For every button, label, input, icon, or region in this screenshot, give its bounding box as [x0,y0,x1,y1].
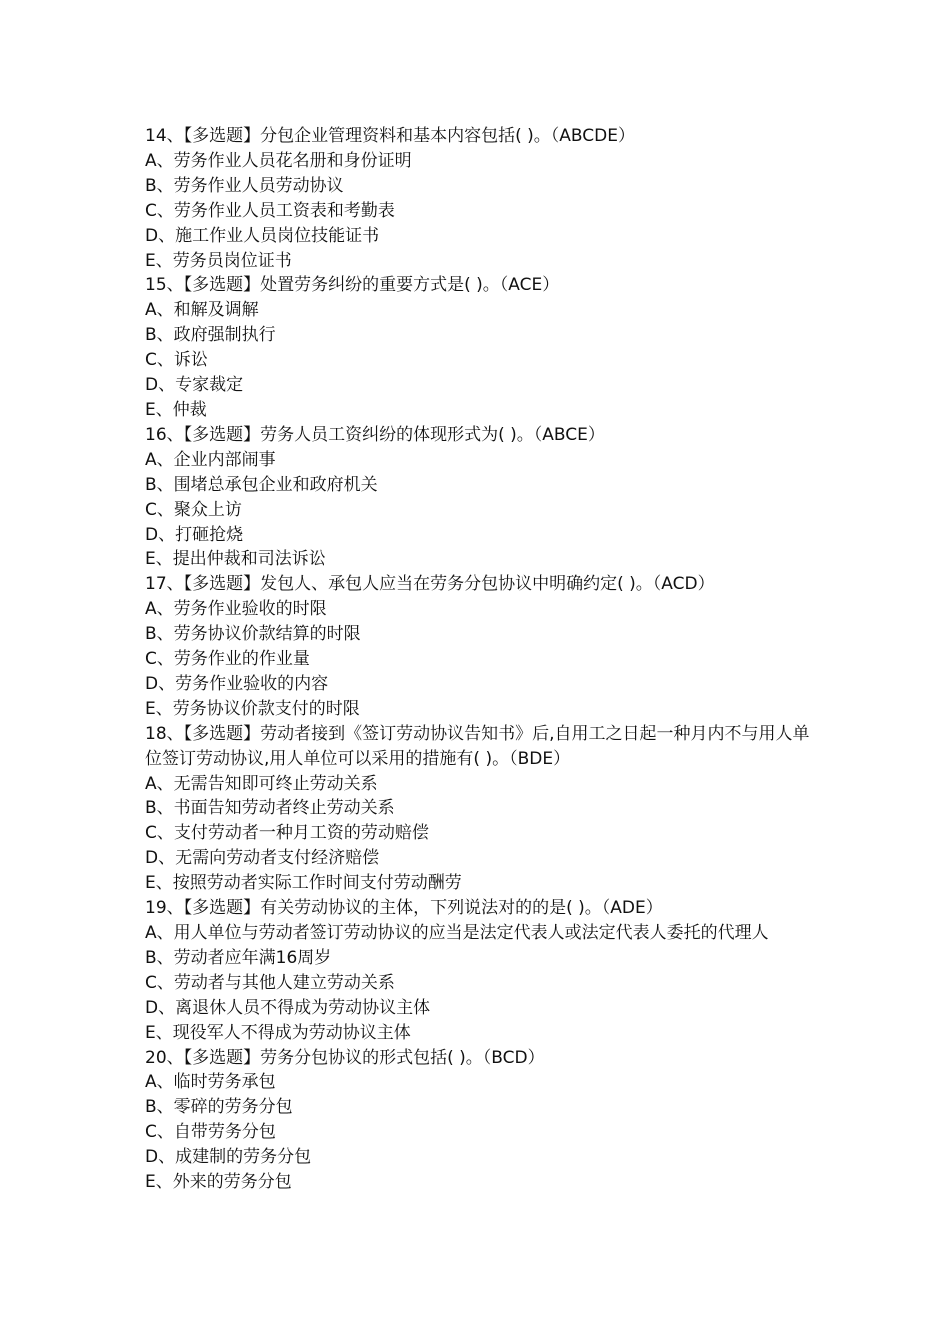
question-stem: 20、【多选题】劳务分包协议的形式包括( )。（BCD） [145,1047,545,1068]
option-c: C、劳动者与其他人建立劳动关系 [145,972,395,993]
option-a: A、用人单位与劳动者签订劳动协议的应当是法定代表人或法定代表人委托的代理人 [145,923,769,943]
question-block [145,572,810,721]
option-e: E、劳务协议价款支付的时限 [145,698,360,719]
option-c: C、自带劳务分包 [145,1122,276,1143]
option-d: D、施工作业人员岗位技能证书 [145,225,380,246]
question-block [145,1046,810,1195]
option-e: E、提出仲裁和司法诉讼 [145,549,326,570]
option-b: B、劳务作业人员劳动协议 [145,175,344,196]
question-stem: 14、【多选题】分包企业管理资料和基本内容包括( )。（ABCDE） [145,126,635,146]
option-c: C、诉讼 [145,350,208,371]
option-b: B、劳动者应年满16周岁 [145,947,332,968]
option-a: A、无需告知即可终止劳动关系 [145,773,378,794]
option-a: A、和解及调解 [145,300,259,321]
option-c: C、支付劳动者一种月工资的劳动赔偿 [145,823,429,844]
question-block [145,273,810,422]
option-b: B、零碎的劳务分包 [145,1097,293,1118]
option-e: E、劳务员岗位证书 [145,250,292,271]
option-e: E、现役军人不得成为劳动协议主体 [145,1022,411,1043]
option-d: D、成建制的劳务分包 [145,1147,312,1168]
option-c: C、聚众上访 [145,499,242,520]
question-block [145,423,810,572]
option-c: C、劳务作业的作业量 [145,649,310,670]
option-e: E、仲裁 [145,399,207,420]
option-d: D、劳务作业验收的内容 [145,673,329,694]
question-stem: 17、【多选题】发包人、承包人应当在劳务分包协议中明确约定( )。（ACD） [145,574,715,595]
option-a: A、临时劳务承包 [145,1072,276,1093]
option-b: B、劳务协议价款结算的时限 [145,624,361,645]
question-list [145,124,810,1195]
option-d: D、专家裁定 [145,375,244,396]
question-stem: 15、【多选题】处置劳务纠纷的重要方式是( )。（ACE） [145,275,560,296]
option-d: D、无需向劳动者支付经济赔偿 [145,848,380,869]
option-e: E、按照劳动者实际工作时间支付劳动酬劳 [145,873,462,894]
question-stem: 19、【多选题】有关劳动协议的主体，下列说法对的的是( )。（ADE） [145,898,663,919]
question-stem: 16、【多选题】劳务人员工资纠纷的体现形式为( )。（ABCE） [145,424,605,445]
question-block [145,896,810,1045]
option-e: E、外来的劳务分包 [145,1172,292,1193]
option-b: B、书面告知劳动者终止劳动关系 [145,798,395,819]
option-a: A、劳务作业人员花名册和身份证明 [145,150,412,171]
question-stem: 18、【多选题】劳动者接到《签订劳动协议告知书》后,自用工之日起一种月内不与用人单位签订劳动协议,用人单位可以采用的措施有( )。（BDE） [145,723,810,769]
question-block [145,722,810,896]
option-b: B、政府强制执行 [145,325,276,346]
option-a: A、企业内部闹事 [145,449,276,470]
option-a: A、劳务作业验收的时限 [145,599,327,620]
option-c: C、劳务作业人员工资表和考勤表 [145,200,395,221]
question-block [145,124,810,273]
option-d: D、打砸抢烧 [145,524,244,545]
option-d: D、离退休人员不得成为劳动协议主体 [145,997,431,1018]
option-b: B、围堵总承包企业和政府机关 [145,474,378,495]
